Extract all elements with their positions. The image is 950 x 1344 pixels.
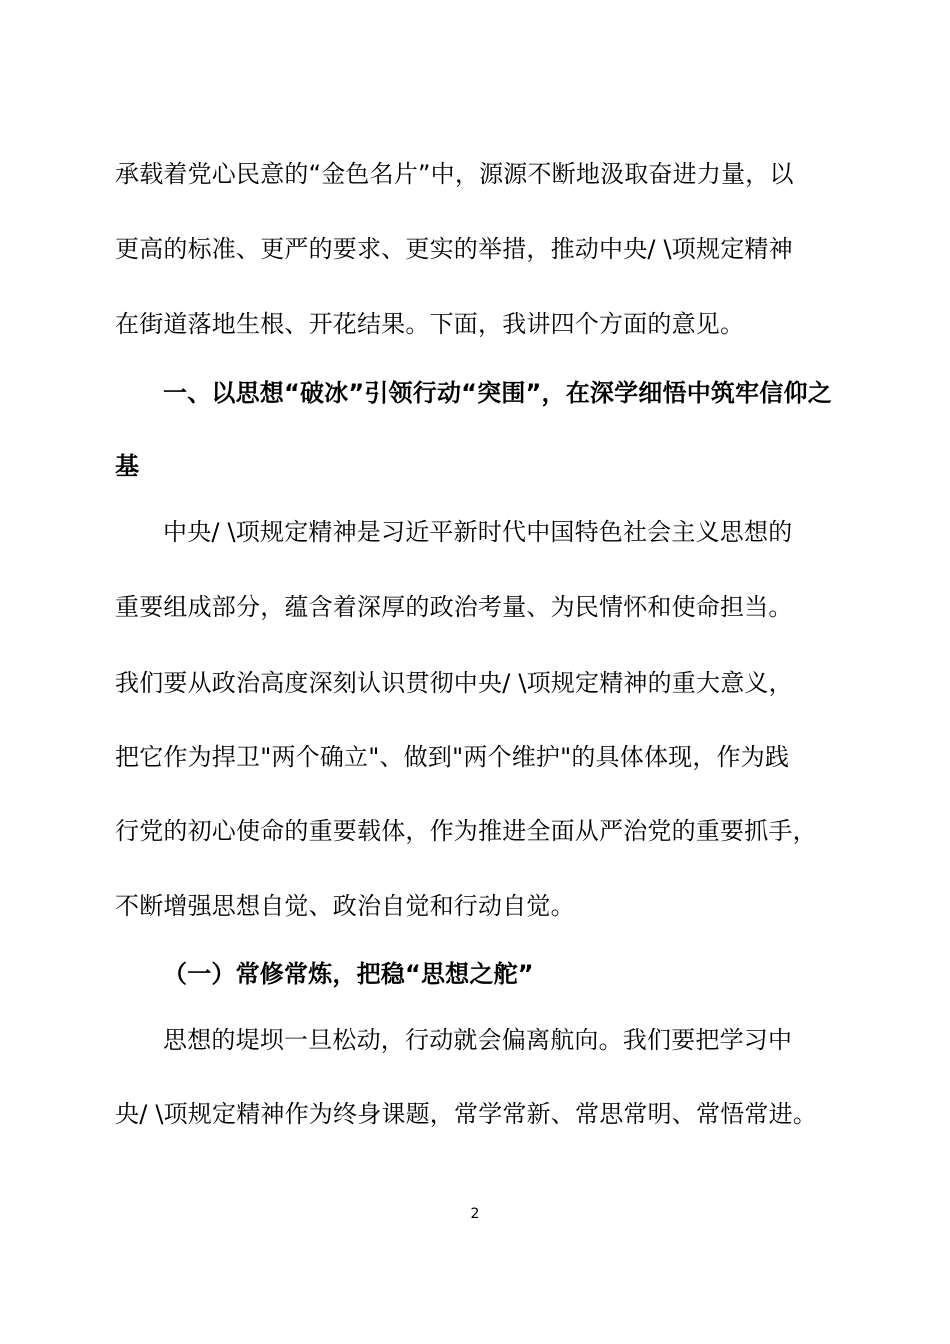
section-heading-continuation: 基 <box>115 452 140 480</box>
paragraph-line: 中央/ \项规定精神是习近平新时代中国特色社会主义思想的 <box>163 518 793 546</box>
subsection-heading: （一）常修常炼，把稳“思想之舵” <box>163 960 534 988</box>
paragraph-line: 行党的初心使命的重要载体，作为推进全面从严治党的重要抓手， <box>115 817 817 845</box>
paragraph-line: 在街道落地生根、开花结果。下面，我讲四个方面的意见。 <box>115 310 745 338</box>
paragraph-line: 我们要从政治高度深刻认识贯彻中央/ \项规定精神的重大意义， <box>115 669 793 697</box>
paragraph-line: 承载着党心民意的“金色名片”中，源源不断地汲取奋进力量，以 <box>115 160 794 188</box>
paragraph-line: 把它作为捍卫"两个确立"、做到"两个维护"的具体体现，作为践 <box>115 743 790 771</box>
paragraph-line: 更高的标准、更严的要求、更实的举措，推动中央/ \项规定精神 <box>115 235 793 263</box>
section-heading: 一、以思想“破冰”引领行动“突围”，在深学细悟中筑牢信仰之 <box>163 379 832 407</box>
paragraph-line: 思想的堤坝一旦松动，行动就会偏离航向。我们要把学习中 <box>163 1026 793 1054</box>
paragraph-line: 重要组成部分，蕴含着深厚的政治考量、为民情怀和使命担当。 <box>115 593 793 621</box>
paragraph-line: 央/ \项规定精神作为终身课题，常学常新、常思常明、常悟常进。 <box>115 1100 817 1128</box>
paragraph-line: 不断增强思想自觉、政治自觉和行动自觉。 <box>115 892 575 920</box>
page-number: 2 <box>470 1206 480 1222</box>
